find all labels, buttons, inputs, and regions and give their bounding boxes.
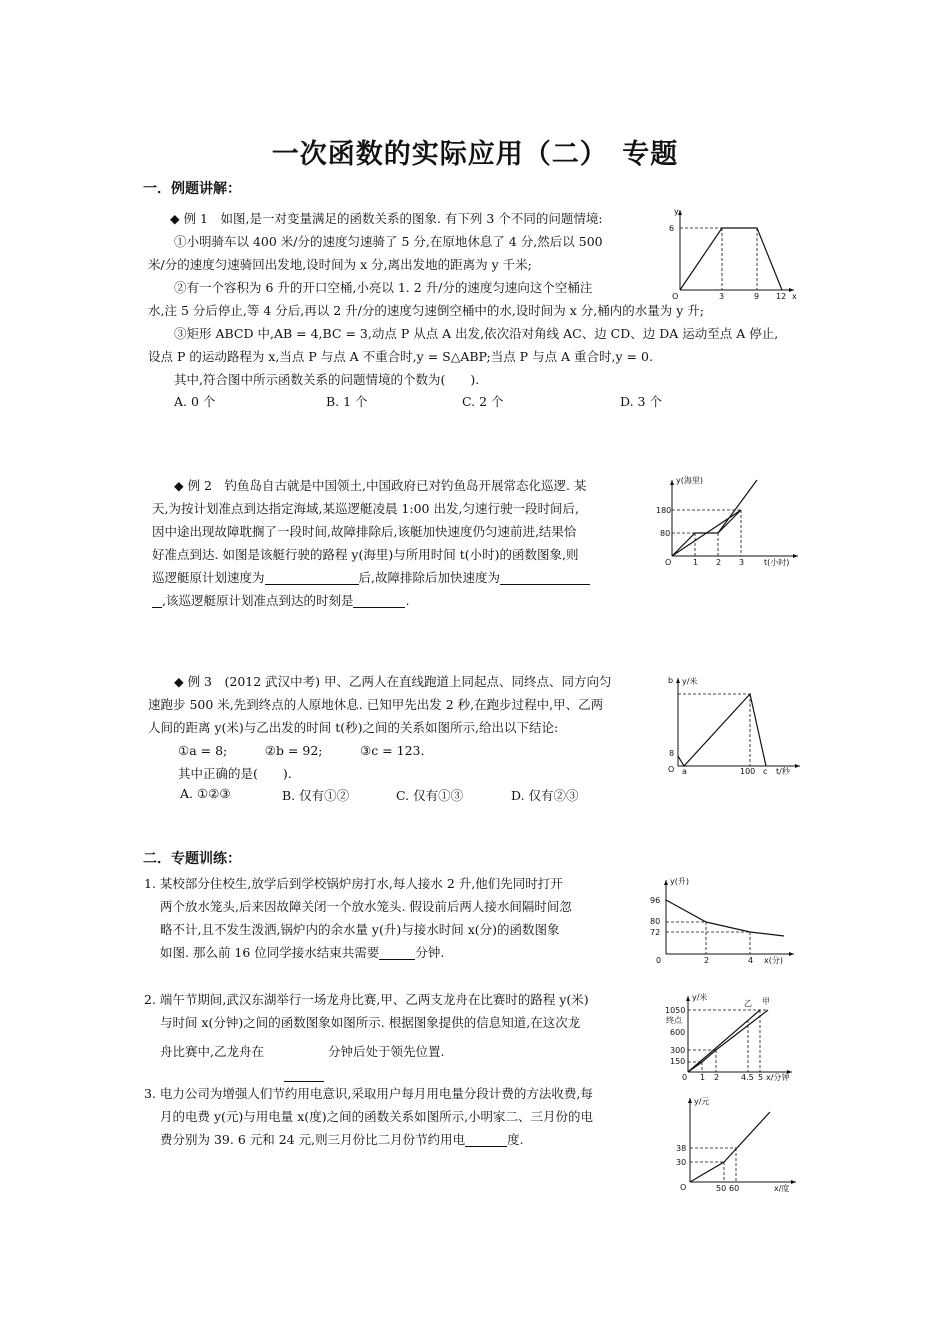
ex1-line: ③矩形 ABCD 中,AB = 4,BC = 3,动点 P 从点 A 出发,依次沿对角线 AC、边 CD、边 DA 运动至点 A 停止,	[174, 326, 779, 341]
x-tick-label: a	[682, 767, 687, 776]
answer-blank[interactable]	[152, 593, 162, 608]
x-axis-label: x(分)	[764, 956, 783, 965]
q1-line	[144, 941, 572, 964]
x-tick-label: 3	[739, 558, 745, 567]
water-line	[666, 900, 784, 936]
ex2-text: ,该巡逻艇原计划准点到达的时刻是	[162, 593, 354, 608]
section-heading-examples: 一．例题讲解：	[143, 181, 241, 197]
x-tick-label: 100	[740, 767, 756, 776]
ex2-line	[152, 566, 590, 589]
q3-text: 度.	[507, 1132, 524, 1147]
ex2-line: 天,为按计划准点到达指定海域,某巡逻艇凌晨 1:00 出发,匀速行驶一段时间后,	[152, 501, 579, 516]
answer-blank[interactable]	[265, 570, 359, 585]
series-label-jia: 甲	[762, 997, 770, 1006]
series-jia-line	[688, 1010, 768, 1072]
y-tick-label: 30	[676, 1158, 687, 1167]
ex1-option-d: D. 3 个	[620, 394, 662, 409]
cost-line	[690, 1112, 770, 1182]
y-tick-label: 300	[670, 1046, 686, 1055]
q1-text: 分钟.	[415, 945, 445, 960]
ex2-line: 因中途出现故障耽搁了一段时间,故障排除后,该艇加快速度仍匀速前进,结果恰	[152, 524, 577, 539]
example-2-text	[152, 474, 590, 612]
x-axis-label: t(小时)	[764, 558, 790, 567]
answer-blank[interactable]	[500, 570, 590, 585]
y-axis-label: y(海里)	[676, 476, 703, 485]
x-tick-label: 5	[758, 1073, 764, 1082]
y-axis-label: y/米	[682, 677, 698, 686]
y-axis-label: y(升)	[670, 877, 689, 886]
y-tick-label: 96	[650, 896, 661, 905]
q2-line: 与时间 x(分钟)之间的函数图象如图所示. 根据图象提供的信息知道,在这次龙	[160, 1015, 581, 1030]
origin-label: 0	[682, 1073, 688, 1082]
x-tick-label: 3	[719, 292, 725, 300]
answer-blank[interactable]	[379, 945, 415, 960]
answer-blank[interactable]	[465, 1132, 507, 1147]
x-axis-arrow	[795, 764, 800, 768]
y-tick-label: 6	[669, 224, 675, 233]
ex3-line: 其中正确的是( ).	[178, 766, 292, 781]
x-axis-label: x	[792, 292, 797, 300]
x-tick-label: 12	[776, 292, 787, 300]
x-axis-arrow	[789, 952, 794, 956]
origin-label: O	[680, 1183, 687, 1192]
y-axis-label: y/元	[694, 1097, 710, 1106]
x-tick-label: 1	[693, 558, 699, 567]
ex3-option-b: B. 仅有①②	[282, 788, 350, 803]
y-axis-label: y	[674, 207, 679, 216]
ex3-line: ◆ 例 3 (2012 武汉中考) 甲、乙两人在直线跑道上同起点、同终点、同方向匀	[174, 674, 612, 689]
y-axis-arrow	[688, 1098, 692, 1103]
y-axis-arrow	[670, 480, 674, 485]
ex3-option-d: D. 仅有②③	[511, 788, 579, 803]
ex3-line: ①a = 8; ②b = 92; ③c = 123.	[178, 743, 425, 758]
ex1-line: 其中,符合图中所示函数关系的问题情境的个数为( ).	[174, 372, 480, 387]
q2-line: 2. 端午节期间,武汉东湖举行一场龙舟比赛,甲、乙两支龙舟在比赛时的路程 y(米)	[144, 992, 589, 1007]
ex3-option-c: C. 仅有①③	[396, 788, 464, 803]
origin-label: 0	[656, 956, 662, 965]
y-axis-label: y/米	[692, 993, 708, 1002]
q2-text: 分钟后处于领先位置.	[327, 1044, 445, 1059]
ex1-line: ◆ 例 1 如图,是一对变量满足的函数关系的图象. 有下列 3 个不同的问题情境:	[170, 211, 603, 226]
x-tick-label: 9	[754, 292, 760, 300]
origin-label: O	[668, 765, 675, 774]
x-tick-label: 2	[714, 1073, 720, 1082]
y-tick-label: 180	[656, 506, 672, 515]
y-tick-label: 72	[650, 928, 661, 937]
ex2-line	[152, 589, 590, 612]
ex1-option-c: C. 2 个	[462, 394, 504, 409]
x-axis-label: x/度	[774, 1184, 790, 1193]
y-tick-label: 1050	[665, 1006, 686, 1015]
x-tick-label: 2	[704, 956, 710, 965]
y-axis-arrow	[676, 678, 680, 683]
ex3-line: 人间的距离 y(米)与乙出发的时间 t(秒)之间的关系如图所示,给出以下结论:	[148, 720, 559, 735]
example-2-graph	[652, 472, 804, 572]
x-axis-label: t/秒	[776, 767, 790, 776]
question-3-text	[144, 1082, 593, 1151]
example-1-graph	[662, 204, 802, 300]
answer-blank[interactable]	[353, 593, 405, 608]
y-tick-label: 终点	[666, 1016, 682, 1025]
ex3-line: 速跑步 500 米,先到终点的人原地休息. 已知甲先出发 2 秒,在跑步过程中,甲、乙两	[148, 697, 604, 712]
answer-blank[interactable]	[284, 1067, 324, 1082]
q1-text: 如图. 那么前 16 位同学接水结束共需要	[160, 945, 380, 960]
origin-label: O	[665, 558, 672, 567]
y-tick-label: 38	[676, 1144, 687, 1153]
distance-line	[678, 694, 766, 766]
example-3-text	[148, 670, 612, 785]
sped-up-line	[718, 480, 757, 533]
question-1-graph	[644, 874, 804, 966]
x-tick-label: 1	[700, 1073, 706, 1082]
x-tick-label: c	[763, 767, 768, 776]
x-axis-arrow	[793, 554, 798, 558]
q3-line: 3. 电力公司为增强人们节约用电意识,采取用户每月用电量分段计费的方法收费,每	[144, 1086, 593, 1101]
question-1-text	[144, 872, 572, 964]
ex1-option-b: B. 1 个	[326, 394, 368, 409]
ex1-line: ①小明骑车以 400 米/分的速度匀速骑了 5 分,在原地休息了 4 分,然后以 500	[174, 234, 603, 249]
q3-text: 费分别为 39. 6 元和 24 元,则三月份比二月份节约用电	[160, 1132, 466, 1147]
y-tick-label: 150	[670, 1057, 686, 1066]
y-axis-b-label: b	[668, 676, 674, 685]
q3-line	[144, 1128, 593, 1151]
x-tick-label: 60	[729, 1184, 740, 1193]
q3-line: 月的电费 y(元)与用电量 x(度)之间的函数关系如图所示,小明家二、三月份的电	[160, 1109, 594, 1124]
ex1-line: 设点 P 的运动路程为 x,当点 P 与点 A 不重合时,y = S△ABP;当点 P 与点 A 重合时,y = 0.	[148, 349, 653, 364]
section-heading-training: 二．专题训练：	[143, 851, 241, 867]
x-tick-label: 4	[748, 956, 754, 965]
x-axis-arrow	[791, 1180, 796, 1184]
y-tick-label: 80	[660, 529, 671, 538]
q2-text: 舟比赛中,乙龙舟在	[160, 1044, 264, 1059]
series-yi-line	[688, 1010, 760, 1072]
y-axis-arrow	[664, 880, 668, 885]
question-2-graph	[652, 990, 802, 1082]
piecewise-line	[680, 228, 782, 290]
page-title: 一次函数的实际应用（二） 专题	[271, 139, 679, 170]
q2-line	[144, 1040, 589, 1070]
y-axis-arrow	[686, 996, 690, 1001]
y-tick-label: 80	[650, 917, 661, 926]
question-3-graph	[664, 1092, 804, 1196]
question-2-text	[144, 988, 589, 1070]
x-tick-label: 4.5	[741, 1073, 754, 1082]
ex1-line: 米/分的速度匀速骑回出发地,设时间为 x 分,离出发地的距离为 y 千米;	[148, 257, 532, 272]
ex2-line: ◆ 例 2 钓鱼岛自古就是中国领土,中国政府已对钓鱼岛开展常态化巡逻. 某	[174, 478, 587, 493]
ex2-line: 好准点到达. 如图是该艇行驶的路程 y(海里)与所用时间 t(小时)的函数图象,则	[152, 547, 579, 562]
q1-line: 两个放水笼头,后来因故障关闭一个放水笼头. 假设前后两人接水间隔时间忽	[160, 899, 572, 914]
ex2-text: 后,故障排除后加快速度为	[358, 570, 500, 585]
ex1-line: ②有一个容积为 6 升的开口空桶,小亮以 1. 2 升/分的速度匀速向这个空桶注	[174, 280, 593, 295]
origin-label: O	[672, 292, 679, 300]
x-tick-label: 2	[716, 558, 722, 567]
ex1-option-a: A. 0 个	[174, 394, 216, 409]
ex1-line: 水,注 5 分后停止,等 4 分后,再以 2 升/分的速度匀速倒空桶中的水,设时间为 x 分,桶内的水量为 y 升;	[148, 303, 704, 318]
x-tick-label: 50	[716, 1184, 727, 1193]
y-tick-label: 8	[669, 749, 675, 758]
ex3-option-a: A. ①②③	[180, 786, 231, 801]
q1-line: 1. 某校部分住校生,放学后到学校锅炉房打水,每人接水 2 升,他们先同时打开	[144, 876, 563, 891]
example-3-graph	[660, 672, 808, 778]
x-axis-label: x/分钟	[766, 1073, 790, 1082]
ex2-text: .	[405, 593, 410, 608]
series-label-yi: 乙	[744, 999, 752, 1008]
ex2-text: 巡逻艇原计划速度为	[152, 570, 265, 585]
q1-line: 略不计,且不发生泼洒,锅炉内的余水量 y(升)与接水时间 x(分)的函数图象	[160, 922, 560, 937]
y-tick-label: 600	[670, 1028, 686, 1037]
